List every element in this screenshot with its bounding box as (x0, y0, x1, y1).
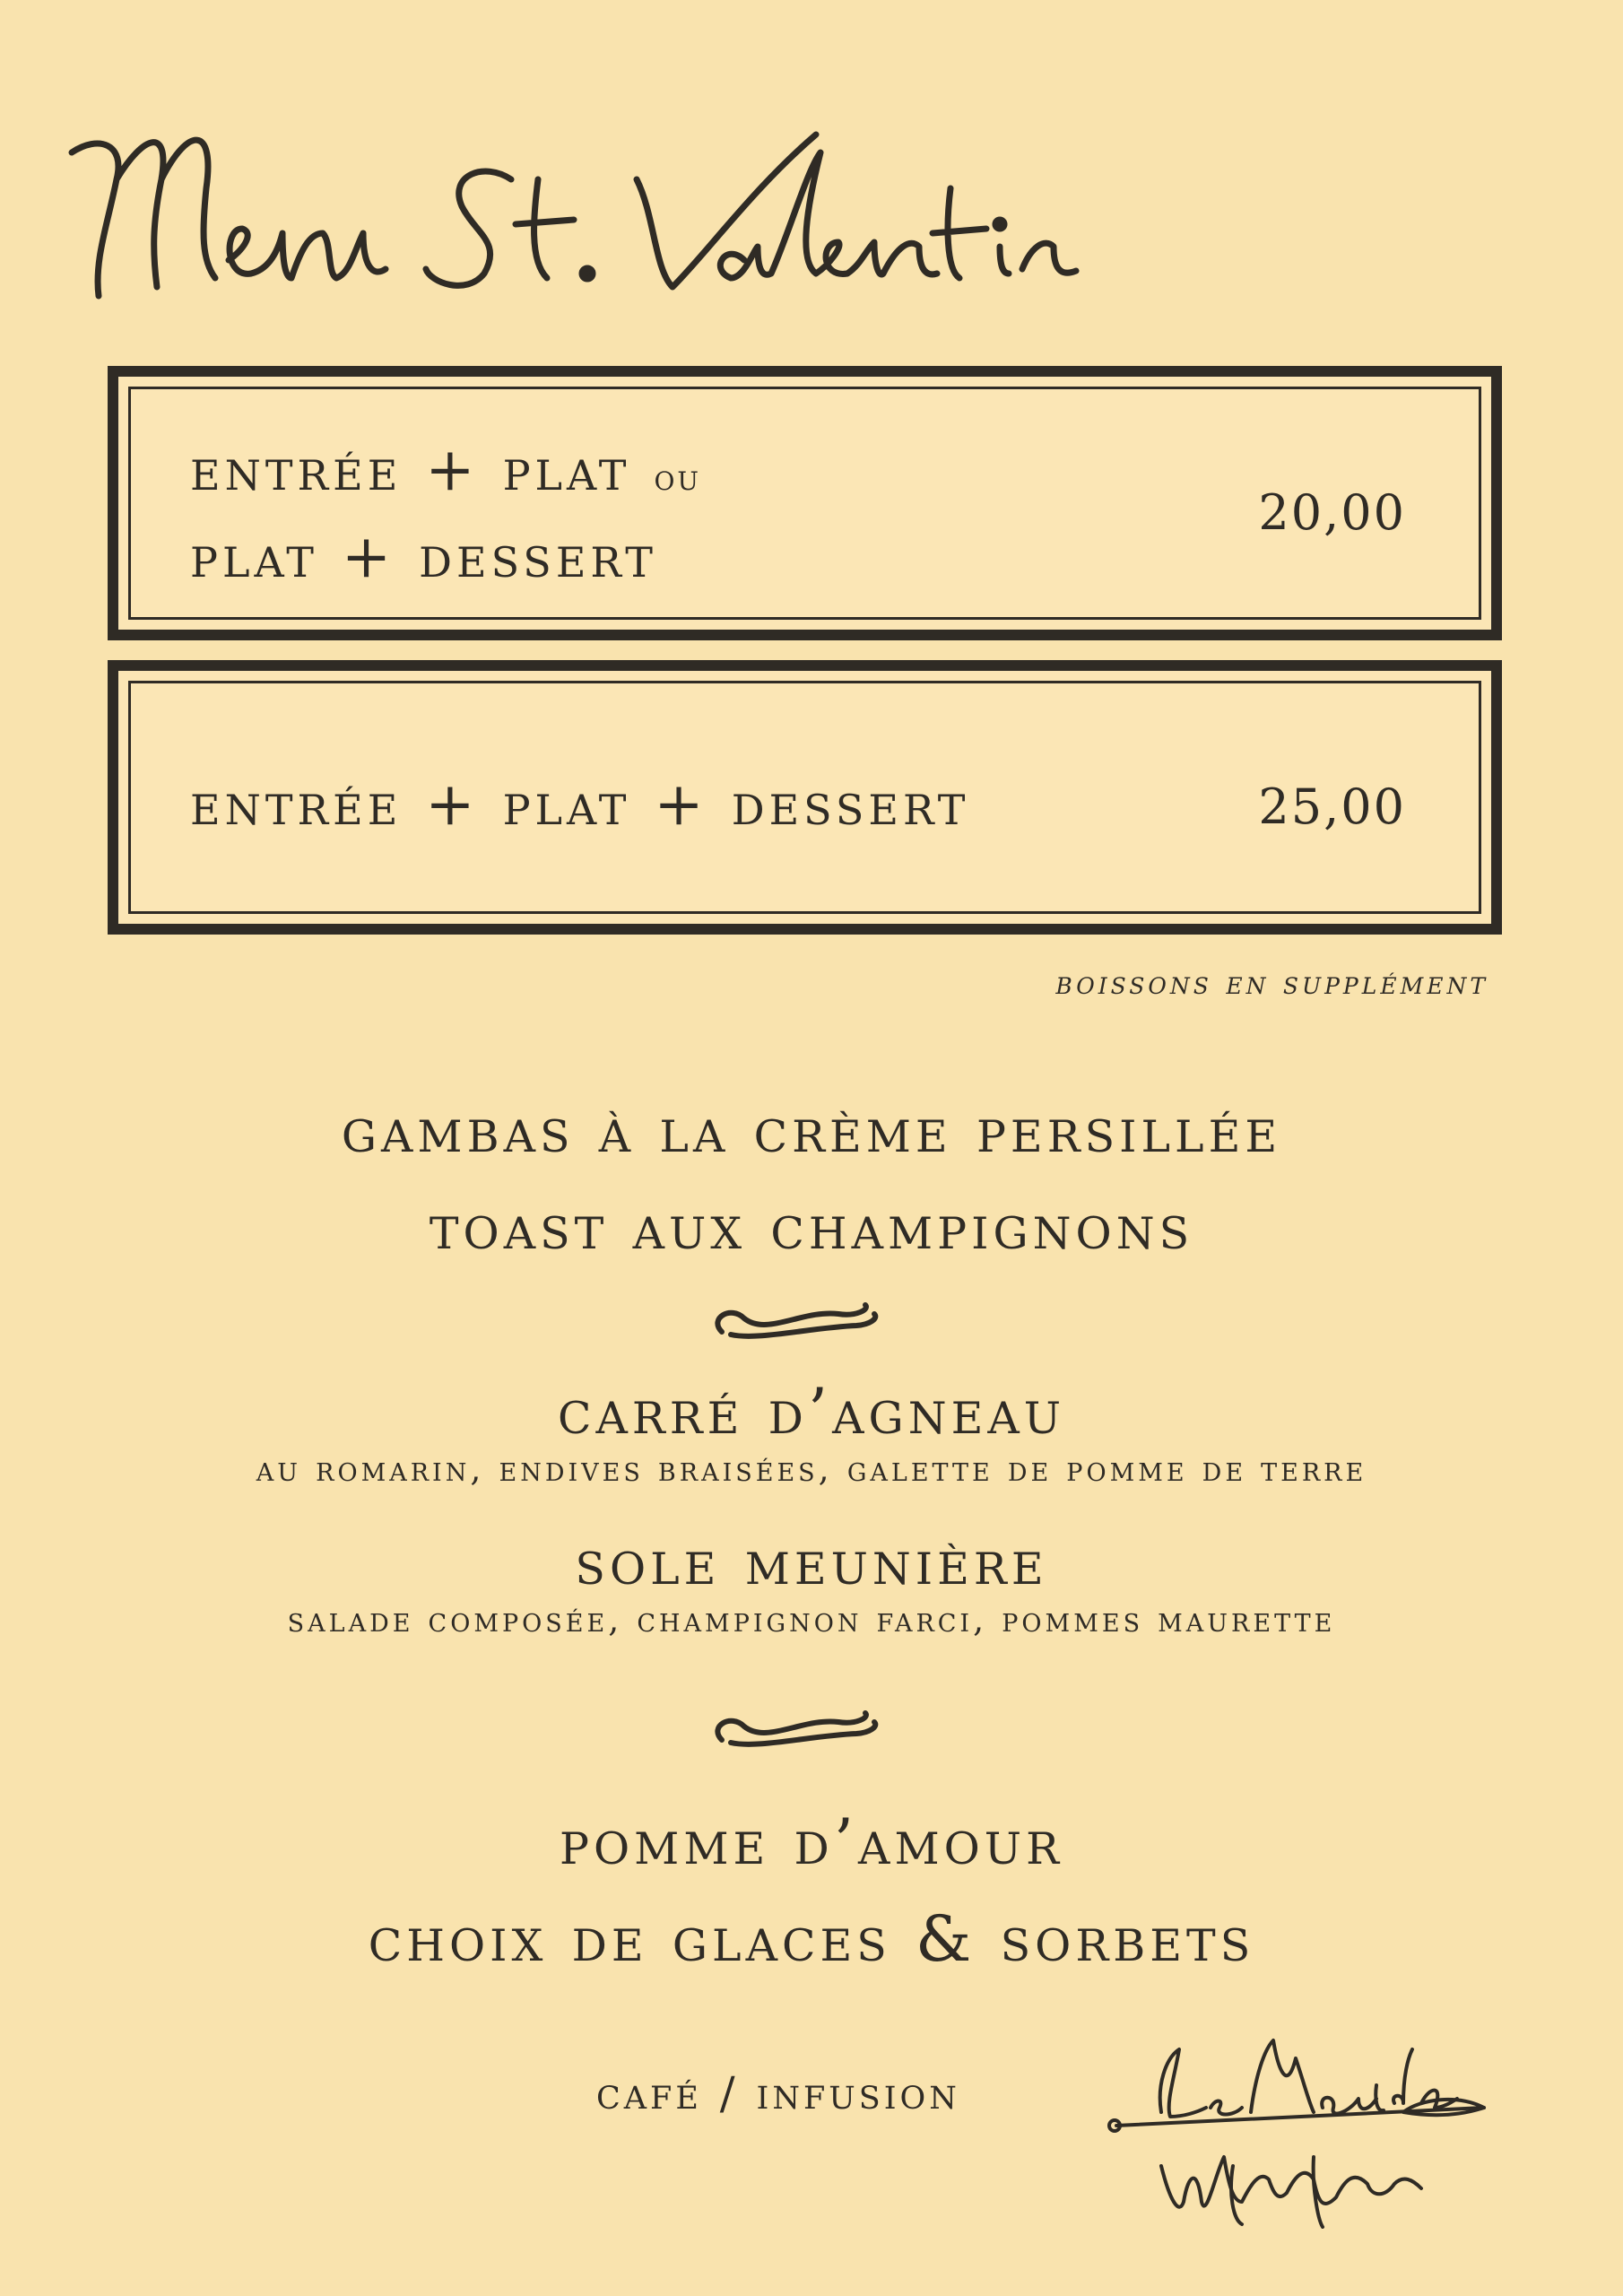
offer-price: 25,00 (1258, 778, 1406, 835)
drinks-note: boissons en supplément (1055, 965, 1488, 1002)
menu-title (63, 99, 1139, 332)
main-dish-description: salade composée, champignon farci, pommes maurette (287, 1600, 1336, 1639)
dessert-item: choix de glaces & sorbets (368, 1902, 1255, 1976)
starters-section (0, 1082, 1623, 1275)
offer-line1: entrée + plat + dessert (190, 770, 970, 839)
offer-box-two-courses (108, 366, 1502, 640)
flourish-divider-icon (704, 1700, 883, 1762)
main-course-2 (0, 1525, 1623, 1639)
starter-item: gambas à la crème persillée (341, 1093, 1282, 1167)
offer-price: 20,00 (1258, 484, 1406, 541)
desserts-section (0, 1794, 1623, 1987)
offer-box-three-courses (108, 660, 1502, 935)
cafe-line: café / infusion (596, 2067, 960, 2119)
main-dish-description: au romarin, endives braisées, galette de pomme de terre (256, 1449, 1367, 1489)
dessert-item: pomme d’amour (560, 1805, 1063, 1879)
main-course-1 (0, 1374, 1623, 1489)
restaurant-signature-logo (1098, 2022, 1511, 2229)
main-dish-name: carré d’agneau (557, 1375, 1066, 1448)
starter-item: toast aux champignons (429, 1190, 1194, 1264)
offer-connector: ou (654, 457, 701, 499)
main-dish-name: sole meunière (575, 1526, 1048, 1599)
offer-description (190, 430, 701, 596)
flourish-divider-icon (704, 1292, 883, 1354)
offer-line2: plat + dessert (190, 522, 657, 591)
offer-line1: entrée + plat (190, 435, 631, 504)
